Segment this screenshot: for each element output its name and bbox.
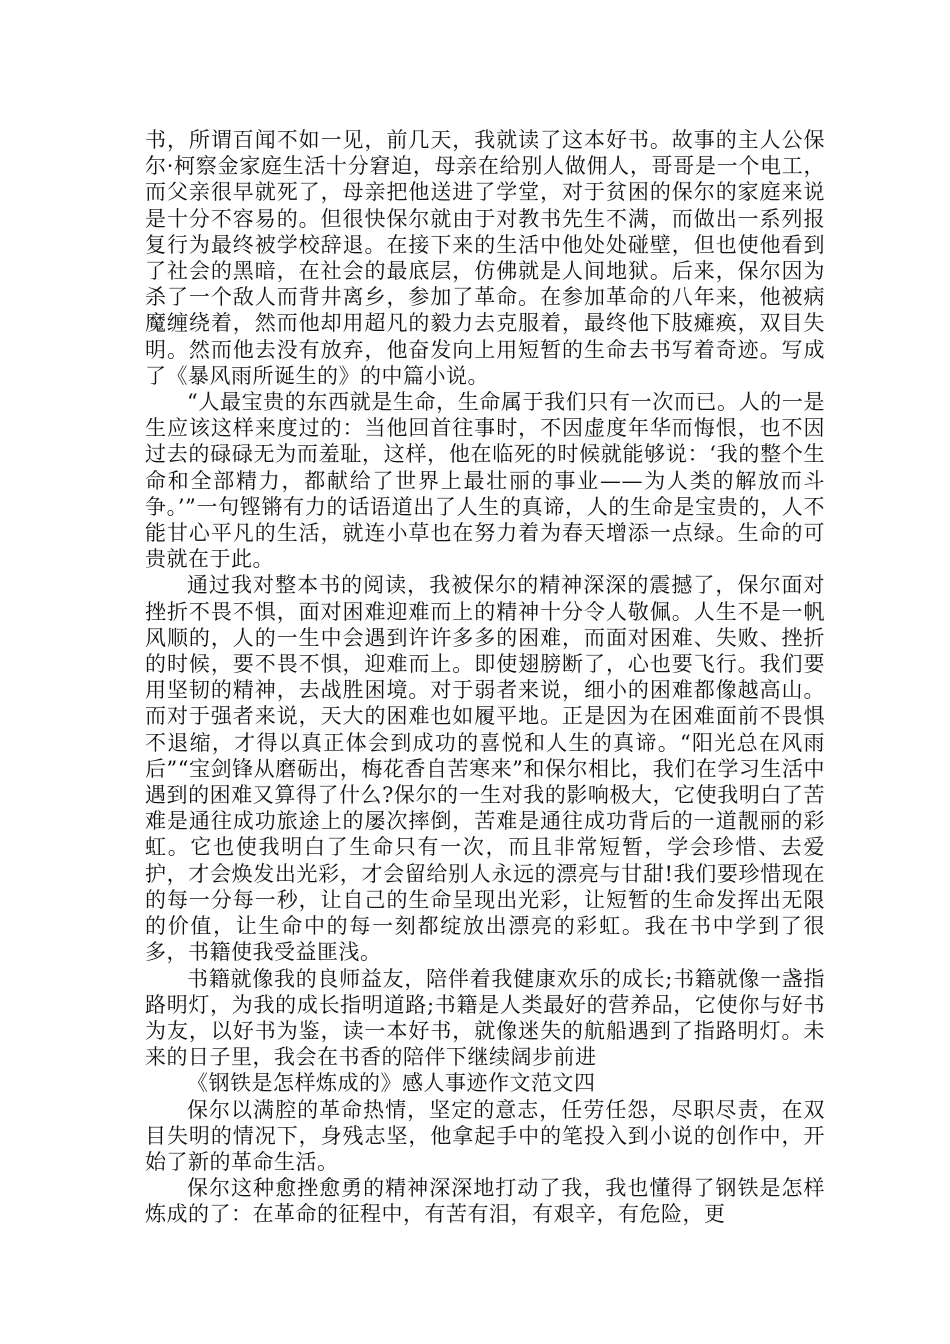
- document-body: [145, 127, 825, 1228]
- paragraph-4: 书籍就像我的良师益友，陪伴着我健康欢乐的成长;书籍就像一盏指路明灯，为我的成长指明道路;书籍是人类最好的营养品，它使你与好书为友，以好书为鉴，读一本好书，就像迷失的航船遇到了指路明灯。未来的日子里，我会在书香的陪伴下继续阔步前进: [145, 966, 825, 1070]
- paragraph-6: 保尔以满腔的革命热情，坚定的意志，任劳任怨，尽职尽责，在双目失明的情况下，身残志坚，他拿起手中的笔投入到小说的创作中，开始了新的革命生活。: [145, 1097, 825, 1174]
- section-heading: 《钢铁是怎样炼成的》感人事迹作文范文四: [187, 1071, 596, 1096]
- paragraph-3: 通过我对整本书的阅读，我被保尔的精神深深的震撼了，保尔面对挫折不畏不惧，面对困难迎难而上的精神十分令人敬佩。人生不是一帆风顺的，人的一生中会遇到许许多多的困难，而面对困难、失败、挫折的时候，要不畏不惧，迎难而上。即使翅膀断了，心也要飞行。我们要用坚韧的精神，去战胜困境。对于弱者来说，细小的困难都像越高山。而对于强者来说，天大的困难也如履平地。正是因为在困难面前不畏惧不退缩，才得以真正体会到成功的喜悦和人生的真谛。“阳光总在风雨后”“宝剑锋从磨砺出，梅花香自苦寒来”和保尔相比，我们在学习生活中遇到的困难又算得了什么?保尔的一生对我的影响极大，它使我明白了苦难是通往成功旅途上的屡次摔倒，苦难是通往成功背后的一道靓丽的彩虹。它也使我明白了生命只有一次，而且非常短暂，学会珍惜、去爱护，才会焕发出光彩，才会留给别人永远的漂亮与甘甜!我们要珍惜现在的每一分每一秒，让自己的生命呈现出光彩，让短暂的生命发挥出无限的价值，让生命中的每一刻都绽放出漂亮的彩虹。我在书中学到了很多，书籍使我受益匪浅。: [145, 573, 825, 965]
- paragraph-7: 保尔这种愈挫愈勇的精神深深地打动了我，我也懂得了钢铁是怎样炼成的了：在革命的征程中，有苦有泪，有艰辛，有危险，更: [145, 1176, 825, 1227]
- paragraph-2: “人最宝贵的东西就是生命，生命属于我们只有一次而已。人的一是生应该这样来度过的：当他回首往事时，不因虚度年华而悔恨，也不因过去的碌碌无为而羞耻，这样，他在临死的时候就能够说：‘我的整个生命和全部精力，都献给了世界上最壮丽的事业——为人类的解放而斗争。’”一句铿锵有力的话语道出了人生的真谛，人的生命是宝贵的，人不能甘心平凡的生活，就连小草也在努力着为春天增添一点绿。生命的可贵就在于此。: [145, 390, 825, 572]
- paragraph-1: 书，所谓百闻不如一见，前几天，我就读了这本好书。故事的主人公保尔·柯察金家庭生活十分窘迫，母亲在给别人做佣人，哥哥是一个电工，而父亲很早就死了，母亲把他送进了学堂，对于贫困的保尔的家庭来说是十分不容易的。但很快保尔就由于对教书先生不满，而做出一系列报复行为最终被学校辞退。在接下来的生活中他处处碰壁，但也使他看到了社会的黑暗，在社会的最底层，仿佛就是人间地狱。后来，保尔因为杀了一个敌人而背井离乡，参加了革命。在参加革命的八年来，他被病魔缠绕着，然而他却用超凡的毅力去克服着，最终他下肢瘫痪，双目失明。然而他去没有放弃，他奋发向上用短暂的生命去书写着奇迹。写成了《暴风雨所诞生的》的中篇小说。: [145, 128, 825, 388]
